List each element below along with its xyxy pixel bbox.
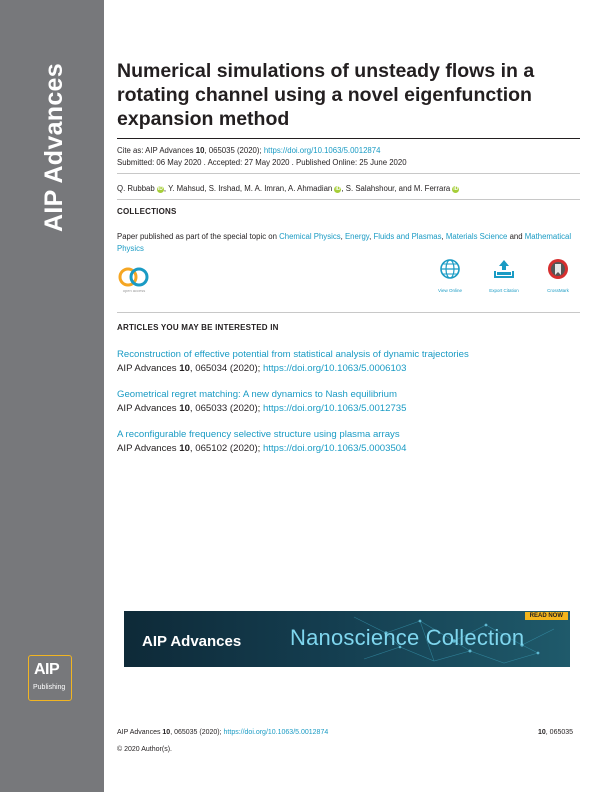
view-online-button[interactable]: [428, 258, 472, 293]
author-name: A. Ahmadian: [288, 184, 333, 193]
globe-icon: [439, 258, 461, 280]
collection-topic-link[interactable]: Chemical Physics: [279, 232, 341, 241]
author-name: M. Ferrara: [413, 184, 451, 193]
author-name: Y. Mahsud: [168, 184, 205, 193]
divider: [117, 199, 580, 200]
footer-citation: [117, 728, 328, 737]
export-citation-label: Export Citation: [489, 288, 519, 293]
related-journal: AIP Advances: [117, 363, 180, 374]
related-article-cite: [117, 402, 406, 415]
collection-topic-link[interactable]: Fluids and Plasmas: [373, 232, 442, 241]
related-volume: 10: [179, 363, 190, 374]
export-citation-button[interactable]: [482, 258, 526, 293]
cite-label: Cite as: AIP Advances: [117, 146, 196, 155]
footer-journal: AIP Advances: [117, 729, 163, 736]
related-rest: , 065034 (2020);: [189, 363, 263, 374]
related-doi-link[interactable]: https://doi.org/10.1063/5.0006103: [262, 363, 407, 374]
crossmark-label: CrossMark: [547, 288, 569, 293]
footer-page-volume: 10: [538, 729, 546, 736]
logo-publishing-text: Publishing: [33, 684, 66, 691]
related-rest: , 065102 (2020);: [189, 443, 263, 454]
banner-title: AIP Advances: [142, 633, 242, 650]
author-name: Q. Rubbab: [117, 184, 155, 193]
orcid-icon[interactable]: iD: [157, 186, 163, 192]
collections-heading: COLLECTIONS: [117, 207, 177, 216]
related-article-cite: [117, 442, 406, 455]
related-rest: , 065033 (2020);: [189, 403, 263, 414]
collection-topic-link[interactable]: Mathematical Physics: [117, 232, 572, 253]
collection-topic-link[interactable]: Materials Science: [445, 232, 508, 241]
related-article-title[interactable]: Reconstruction of effective potential from statistical analysis of dynamic trajectories: [117, 349, 469, 360]
paper-title: Numerical simulations of unsteady flows in a rotating channel using a novel eigenfunction expansion method: [117, 60, 535, 130]
journal-name-vertical: AIP Advances: [40, 63, 68, 232]
cite-volume: 10: [195, 146, 205, 155]
author-name: M. A. Imran: [244, 184, 285, 193]
related-heading: ARTICLES YOU MAY BE INTERESTED IN: [117, 323, 279, 332]
related-article-title[interactable]: A reconfigurable frequency selective structure using plasma arrays: [117, 429, 400, 440]
divider: [117, 138, 580, 139]
collections-and: and: [507, 232, 525, 241]
banner-subtitle: Nanoscience Collection: [290, 625, 525, 650]
author-list: Q. Rubbab iD, Y. Mahsud, S. Irshad, M. A. Imran, A. Ahmadian iD, S. Salahshour, and M. Ferrara iD: [117, 184, 459, 193]
crossmark-button[interactable]: [536, 258, 580, 293]
related-article-cite: [117, 362, 406, 375]
export-icon: [492, 258, 516, 280]
copyright: © 2020 Author(s).: [117, 746, 172, 753]
cite-line: [117, 145, 380, 156]
author-name: S. Salahshour: [345, 184, 395, 193]
related-article-title[interactable]: Geometrical regret matching: A new dynamics to Nash equilibrium: [117, 389, 397, 400]
footer-doi-link[interactable]: https://doi.org/10.1063/5.0012874: [223, 729, 329, 736]
aip-publishing-logo[interactable]: [28, 655, 72, 701]
related-doi-link[interactable]: https://doi.org/10.1063/5.0003504: [262, 443, 407, 454]
dates-line: Submitted: 06 May 2020 . Accepted: 27 May 2020 . Published Online: 25 June 2020: [117, 158, 407, 167]
read-now-button[interactable]: READ NOW: [525, 612, 568, 620]
orcid-icon[interactable]: iD: [453, 186, 459, 192]
collection-topic-link[interactable]: Energy: [344, 232, 370, 241]
related-journal: AIP Advances: [117, 403, 180, 414]
view-online-label: View Online: [438, 288, 462, 293]
cite-rest: , 065035 (2020);: [204, 146, 264, 155]
footer-volume: 10: [162, 729, 171, 736]
crossmark-icon: [547, 258, 569, 280]
divider: [117, 173, 580, 174]
nanoscience-banner[interactable]: [124, 611, 570, 667]
footer-page-rest: , 065035: [545, 729, 574, 736]
author-name: S. Irshad: [208, 184, 240, 193]
sidebar: [0, 0, 104, 792]
divider: [117, 312, 580, 313]
related-volume: 10: [179, 403, 190, 414]
related-doi-link[interactable]: https://doi.org/10.1063/5.0012735: [262, 403, 407, 414]
footer-page-number: [538, 728, 573, 737]
collections-text: Paper published as part of the special topic on Chemical Physics, Energy, Fluids and Plasmas, Materials Science and Mathematical Physics: [117, 232, 572, 253]
related-journal: AIP Advances: [117, 443, 180, 454]
collections-prefix: Paper published as part of the special topic on: [117, 232, 280, 241]
related-volume: 10: [179, 443, 190, 454]
cite-doi-link[interactable]: https://doi.org/10.1063/5.0012874: [263, 146, 381, 155]
open-access-label: open access: [122, 288, 146, 293]
logo-aip-text: AIP: [34, 661, 60, 678]
orcid-icon[interactable]: iD: [335, 186, 341, 192]
footer-rest: , 065035 (2020);: [170, 729, 224, 736]
